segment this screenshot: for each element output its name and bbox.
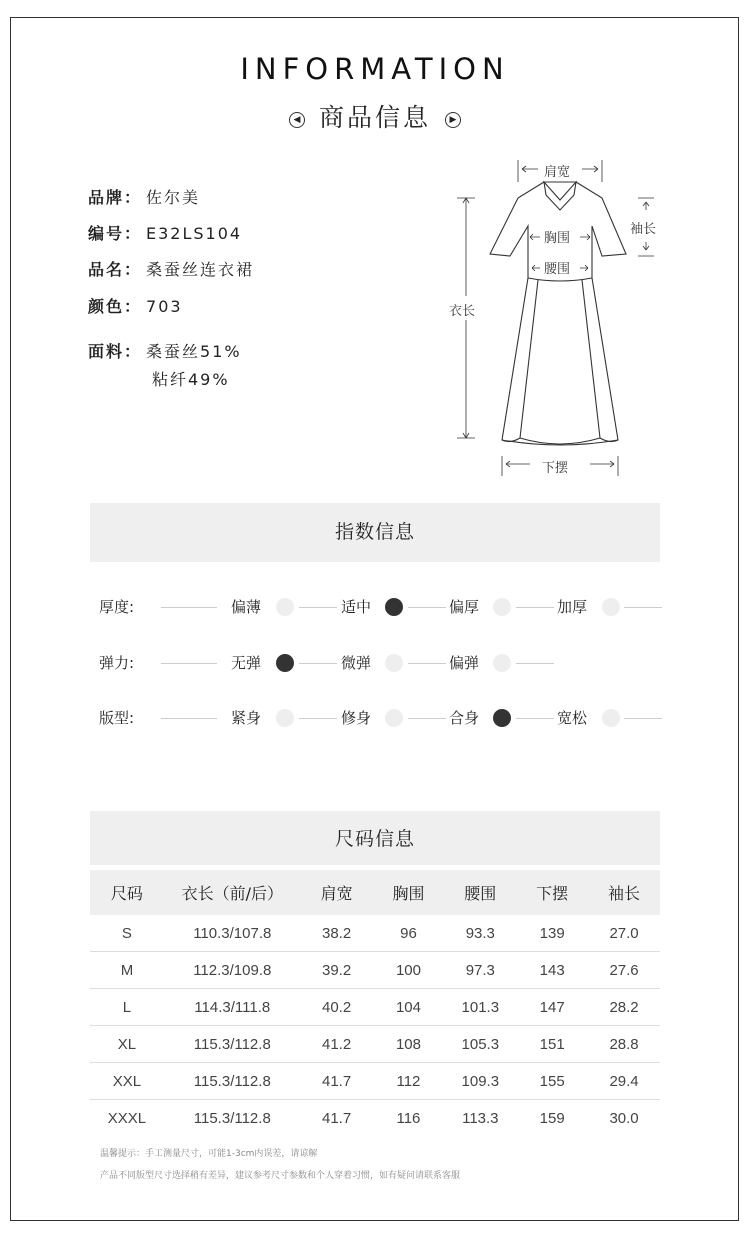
index-line [516,718,554,719]
info-fabric-2 [152,367,230,390]
table-cell: 151 [516,1026,588,1063]
table-cell: 114.3/111.8 [164,989,301,1026]
table-cell: 41.7 [322,1109,352,1127]
table-cell: 112 [373,1063,445,1100]
info-name [88,257,254,280]
note-2: 产品不同版型尺寸选择稍有差异，建议参考尺寸参数和个人穿着习惯，如有疑问请联系客服 [100,1171,461,1181]
table-cell: 28.2 [588,989,660,1026]
index-line [624,718,662,719]
table-cell: 27.6 [588,952,660,989]
size-section-title: 尺码信息 [90,811,660,865]
index-option: 偏厚 [449,598,480,616]
index-option: 宽松 [557,709,588,727]
table-cell: S [90,915,164,952]
index-line [299,607,337,608]
index-dot-selected [276,654,294,672]
table-cell: XXL [90,1063,164,1100]
label-sleeve: 袖长 [630,222,657,237]
table-cell: 93.3 [444,915,516,952]
column-header: 下摆 [516,870,588,915]
index-line [161,718,217,719]
index-row-thickness [99,596,664,620]
index-line [299,718,337,719]
index-line [516,663,554,664]
arrow-left-icon: ◀ [289,112,305,128]
table-cell: 155 [516,1063,588,1100]
info-fabric [88,339,242,362]
table-cell: 40.2 [301,989,373,1026]
index-line [408,718,446,719]
table-cell: 38.2 [301,915,373,952]
column-header: 肩宽 [301,870,373,915]
index-dot [276,709,294,727]
index-line [408,607,446,608]
size-table-header [90,870,660,915]
table-cell: 28.8 [588,1026,660,1063]
label-hem: 下摆 [542,461,569,476]
column-header: 胸围 [373,870,445,915]
label-bust: 胸围 [544,231,571,246]
dress-outline-icon [440,150,680,490]
index-line [161,607,217,608]
index-row-label: 厚度: [99,598,135,616]
column-header: 腰围 [444,870,516,915]
table-cell: 115.3/112.8 [193,1109,271,1127]
column-header: 尺码 [90,870,164,915]
index-dot [602,709,620,727]
index-dot-selected [385,598,403,616]
table-cell: 41.2 [301,1026,373,1063]
table-cell: 104 [373,989,445,1026]
index-row-label: 弹力: [99,654,135,672]
info-value: 桑蚕丝51% [146,342,242,361]
table-cell: 147 [516,989,588,1026]
index-dot-selected [493,709,511,727]
info-key: 颜色： [88,297,143,316]
table-cell: XL [90,1026,164,1063]
index-option: 偏薄 [231,598,262,616]
table-cell: 108 [373,1026,445,1063]
table-cell: 109.3 [444,1063,516,1100]
index-dot [493,654,511,672]
index-row-elasticity [99,652,664,676]
index-row-label: 版型: [99,709,135,727]
index-option: 加厚 [557,598,588,616]
table-cell: 101.3 [444,989,516,1026]
table-cell: 115.3/112.8 [164,1026,301,1063]
table-row [90,1026,660,1063]
index-dot [385,709,403,727]
table-cell: XXXL [107,1109,147,1127]
table-cell: 113.3 [462,1109,499,1127]
info-value: 佐尔美 [146,188,201,207]
arrow-right-icon: ▶ [445,112,461,128]
info-brand [88,185,200,208]
table-cell: 39.2 [301,952,373,989]
index-line [624,607,662,608]
table-cell: 110.3/107.8 [164,915,301,952]
table-cell: 41.7 [301,1063,373,1100]
table-row [90,915,660,952]
index-dot [385,654,403,672]
index-line [299,663,337,664]
subtitle-text: 商品信息 [318,103,431,132]
table-cell: 100 [373,952,445,989]
column-header: 衣长（前/后） [164,870,301,915]
label-waist: 腰围 [544,262,571,277]
column-header: 袖长 [588,870,660,915]
size-table [90,870,660,1136]
table-row [90,989,660,1026]
info-value: 粘纤49% [152,370,230,389]
index-option: 修身 [341,709,372,727]
table-cell: M [90,952,164,989]
table-cell: 159 [539,1109,565,1127]
table-cell: 97.3 [444,952,516,989]
table-cell: L [90,989,164,1026]
label-shoulder: 肩宽 [544,165,571,180]
table-cell: 105.3 [444,1026,516,1063]
table-cell: 112.3/109.8 [164,952,301,989]
index-row-fit [99,707,664,731]
index-line [161,663,217,664]
table-cell: 96 [373,915,445,952]
info-key: 品名： [88,260,143,279]
index-dot [602,598,620,616]
info-value: E32LS104 [146,224,243,243]
index-option: 微弹 [341,654,372,672]
table-cell: 29.4 [588,1063,660,1100]
note-1: 温馨提示：手工测量尺寸，可能1-3cm内误差，请谅解 [100,1149,318,1159]
index-line [516,607,554,608]
page-title: INFORMATION [240,52,510,86]
info-key: 面料： [88,342,143,361]
table-cell: 143 [516,952,588,989]
info-code [88,221,242,244]
index-option: 偏弹 [449,654,480,672]
table-row [90,1063,660,1100]
label-length: 衣长 [449,304,476,319]
page-subtitle [0,98,750,134]
table-cell: 115.3/112.8 [164,1063,301,1100]
info-key: 编号： [88,224,143,243]
index-option: 紧身 [231,709,262,727]
index-option: 合身 [449,709,480,727]
info-value: 桑蚕丝连衣裙 [146,260,255,279]
table-cell: 27.0 [588,915,660,952]
index-line [408,663,446,664]
index-option: 适中 [341,598,372,616]
table-row [90,1100,660,1137]
index-dot [276,598,294,616]
info-value: 703 [146,297,183,316]
table-cell: 30.0 [609,1109,639,1127]
dress-diagram [440,150,680,490]
table-cell: 139 [516,915,588,952]
index-section-title: 指数信息 [90,503,660,562]
info-key: 品牌： [88,188,143,207]
table-cell: 116 [396,1109,421,1127]
table-row [90,952,660,989]
index-dot [493,598,511,616]
info-color [88,294,183,317]
index-option: 无弹 [231,654,262,672]
